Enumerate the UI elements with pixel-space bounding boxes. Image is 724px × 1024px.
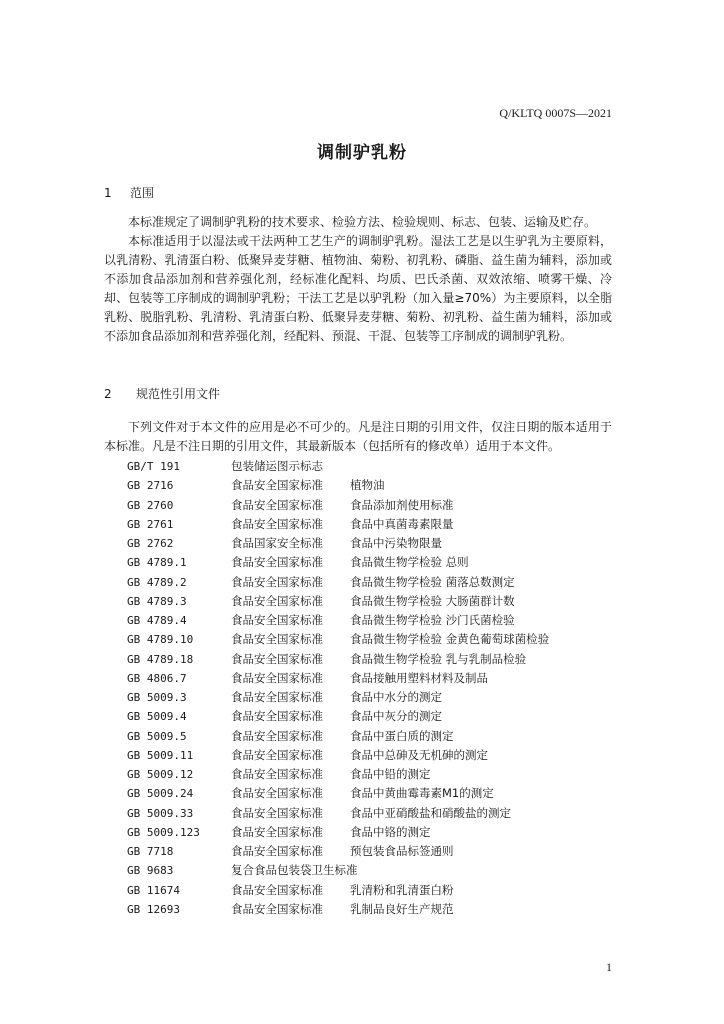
reference-row — [127, 534, 617, 553]
section-2-number: 2 — [104, 387, 112, 401]
reference-category: 食品安全国家标准 — [231, 574, 323, 589]
reference-row — [127, 881, 617, 900]
section-1-paragraph: 本标准规定了调制驴乳粉的技术要求、检验方法、检验规则、标志、包装、运输及贮存。 — [128, 215, 597, 229]
reference-name: 食品微生物学检验 菌落总数测定 — [350, 574, 515, 589]
reference-row — [127, 784, 617, 803]
reference-code: GB 9683 — [127, 864, 174, 878]
reference-name: 食品微生物学检验 乳与乳制品检验 — [350, 651, 527, 666]
reference-row — [127, 515, 617, 534]
reference-code: GB 5009.123 — [127, 825, 200, 839]
reference-category: 食品安全国家标准 — [231, 728, 323, 743]
reference-category: 包装储运图示标志 — [231, 459, 323, 473]
reference-code: GB 5009.3 — [127, 691, 187, 704]
reference-row — [127, 457, 617, 476]
reference-code: GB 11674 — [127, 883, 180, 897]
reference-name: 植物油 — [350, 478, 385, 493]
reference-category: 食品安全国家标准 — [231, 709, 323, 724]
reference-category: 食品安全国家标准 — [231, 497, 323, 512]
section-1-number: 1 — [104, 186, 112, 200]
reference-category: 食品安全国家标准 — [231, 516, 323, 531]
section-2-intro — [104, 418, 612, 456]
reference-code: GB 5009.24 — [127, 787, 194, 801]
reference-code: GB 5009.33 — [127, 806, 194, 820]
reference-name: 食品中污染物限量 — [350, 536, 442, 550]
section-1-paragraph: 本标准适用于以湿法或干法两种工艺生产的调制驴乳粉。湿法工艺是以生驴乳为主要原料，以乳清粉、乳清蛋白粉、低聚异麦芽糖、植物油、菊粉、初乳粉、磷脂、益生菌为辅料，添加或不添加食品添加剂和营养强化剂，经标准化配料、均质、巴氏杀菌、双效浓缩、喷雾干燥、冷却、包装等工序制成的调制驴乳粉；干法工艺是以驴乳粉（加入量≥70%）为主要原料，以全脂乳粉、脱脂乳粉、乳清粉、乳清蛋白粉、低聚异麦芽糖、菊粉、初乳粉、益生菌为辅料，添加或不添加食品添加剂和营养强化剂，经配料、预混、干混、包装等工序制成的调制驴乳粉。 — [104, 234, 612, 343]
reference-row — [127, 765, 617, 784]
reference-code: GB 4789.18 — [127, 652, 194, 666]
reference-name: 食品微生物学检验 大肠菌群计数 — [350, 593, 515, 608]
reference-category: 食品安全国家标准 — [231, 632, 323, 647]
section-1-title: 范围 — [130, 186, 155, 200]
reference-name: 食品中总砷及无机砷的测定 — [350, 747, 488, 762]
reference-code: GB 2716 — [127, 479, 174, 493]
reference-code: GB 5009.11 — [127, 748, 194, 762]
reference-category: 食品安全国家标准 — [231, 747, 323, 762]
reference-name: 预包装食品标签通则 — [350, 844, 454, 858]
reference-code: GB 12693 — [127, 902, 180, 916]
reference-code: GB/T 191 — [127, 460, 180, 473]
reference-category: 食品安全国家标准 — [231, 555, 323, 570]
reference-name: 食品接触用塑料材料及制品 — [350, 670, 488, 685]
reference-category: 食品安全国家标准 — [231, 690, 323, 704]
reference-category: 食品安全国家标准 — [231, 901, 323, 916]
reference-category: 食品安全国家标准 — [231, 786, 323, 801]
reference-name: 食品中铅的测定 — [350, 767, 431, 781]
reference-category: 复合食品包装袋卫生标准 — [231, 863, 358, 878]
reference-category: 食品安全国家标准 — [231, 613, 323, 627]
reference-row — [127, 707, 617, 726]
reference-row — [127, 553, 617, 572]
reference-row — [127, 823, 617, 842]
reference-category: 食品国家安全标准 — [231, 536, 323, 550]
reference-name: 乳清粉和乳清蛋白粉 — [350, 882, 454, 897]
reference-code: GB 4806.7 — [127, 671, 187, 685]
reference-row — [127, 804, 617, 823]
page-number: 1 — [606, 960, 612, 974]
reference-code: GB 4789.10 — [127, 633, 194, 647]
reference-code: GB 4789.1 — [127, 556, 187, 570]
reference-row — [127, 630, 617, 649]
reference-name: 食品中灰分的测定 — [350, 709, 442, 724]
section-2-paragraph: 下列文件对于本文件的应用是必不可少的。凡是注日期的引用文件，仅注日期的版本适用于本标准。凡是不注日期的引用文件，其最新版本（包括所有的修改单）适用于本文件。 — [104, 420, 612, 453]
reference-category: 食品安全国家标准 — [231, 805, 323, 820]
reference-code: GB 2761 — [127, 517, 174, 531]
document-code: Q/KLTQ 0007S—2021 — [499, 106, 612, 120]
reference-row — [127, 842, 617, 861]
reference-code: GB 5009.12 — [127, 768, 194, 781]
reference-code: GB 5009.5 — [127, 729, 187, 743]
reference-category: 食品安全国家标准 — [231, 670, 323, 685]
section-2-title: 规范性引用文件 — [136, 387, 221, 401]
reference-code: GB 4789.4 — [127, 614, 187, 627]
reference-name: 食品中铬的测定 — [350, 824, 431, 839]
reference-name: 食品中真菌毒素限量 — [350, 516, 454, 531]
reference-name: 乳制品良好生产规范 — [350, 901, 454, 916]
reference-name: 食品中亚硝酸盐和硝酸盐的测定 — [350, 805, 511, 820]
reference-code: GB 2762 — [127, 537, 174, 550]
reference-category: 食品安全国家标准 — [231, 882, 323, 897]
reference-name: 食品微生物学检验 金黄色葡萄球菌检验 — [350, 632, 550, 647]
reference-row — [127, 476, 617, 495]
reference-row — [127, 669, 617, 688]
section-1-body — [104, 213, 612, 346]
reference-name: 食品中水分的测定 — [350, 690, 442, 704]
section-1-heading — [104, 184, 154, 201]
reference-code: GB 2760 — [127, 498, 174, 512]
reference-row — [127, 592, 617, 611]
reference-list — [127, 457, 617, 919]
reference-name: 食品添加剂使用标准 — [350, 497, 454, 512]
reference-name: 食品微生物学检验 沙门氏菌检验 — [350, 613, 515, 627]
reference-name: 食品微生物学检验 总则 — [350, 555, 469, 570]
reference-category: 食品安全国家标准 — [231, 651, 323, 666]
reference-category: 食品安全国家标准 — [231, 478, 323, 493]
reference-row — [127, 727, 617, 746]
page-title: 调制驴乳粉 — [317, 143, 407, 163]
reference-row — [127, 900, 617, 919]
reference-row — [127, 496, 617, 515]
reference-code: GB 4789.3 — [127, 594, 187, 608]
reference-row — [127, 573, 617, 592]
reference-code: GB 5009.4 — [127, 710, 187, 724]
reference-category: 食品安全国家标准 — [231, 593, 323, 608]
reference-category: 食品安全国家标准 — [231, 844, 323, 858]
reference-code: GB 4789.2 — [127, 575, 187, 589]
reference-name: 食品中蛋白质的测定 — [350, 728, 454, 743]
reference-name: 食品中黄曲霉毒素M1的测定 — [350, 786, 494, 801]
section-2-heading — [104, 385, 220, 402]
reference-row — [127, 611, 617, 630]
reference-code: GB 7718 — [127, 845, 174, 858]
reference-row — [127, 861, 617, 880]
reference-category: 食品安全国家标准 — [231, 824, 323, 839]
reference-category: 食品安全国家标准 — [231, 767, 323, 781]
reference-row — [127, 650, 617, 669]
reference-row — [127, 688, 617, 707]
reference-row — [127, 746, 617, 765]
